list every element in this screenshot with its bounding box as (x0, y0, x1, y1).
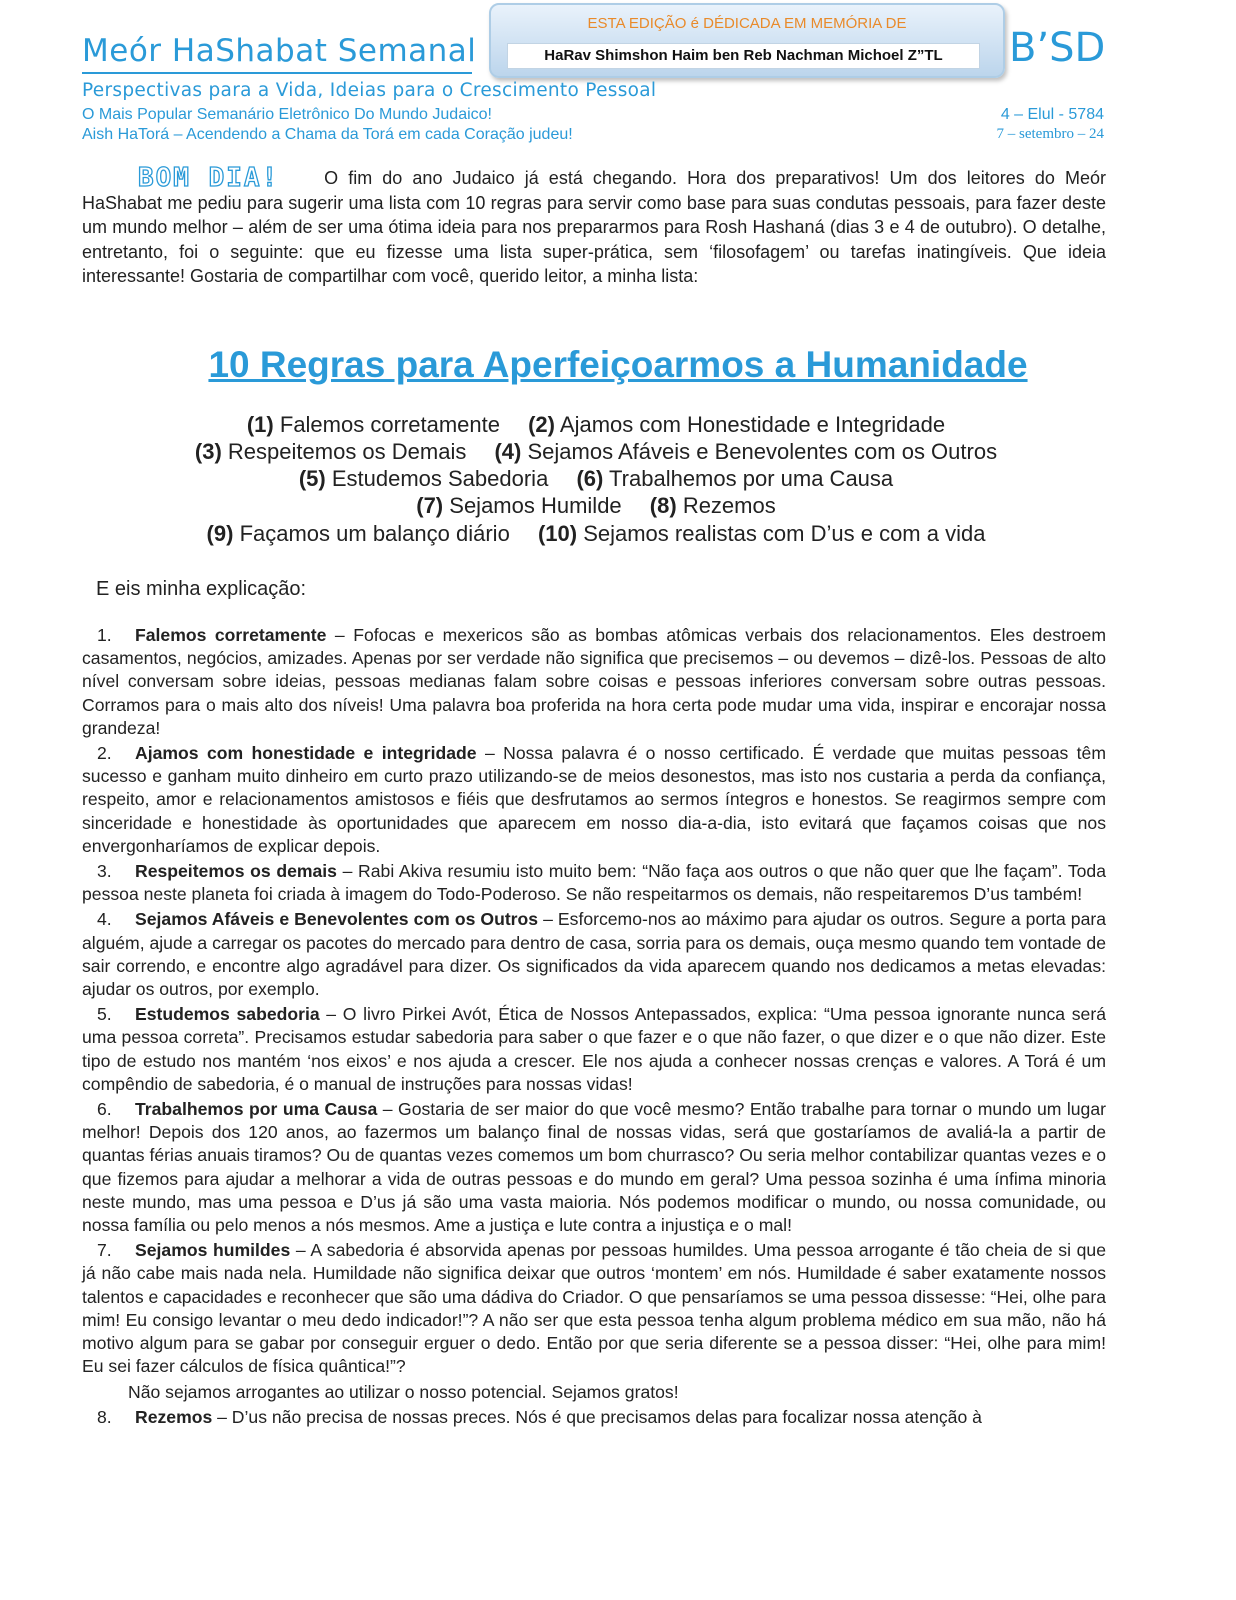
item-number: 7. (97, 1240, 112, 1261)
explanation-item (82, 1406, 1106, 1429)
item-term: Trabalhemos por uma Causa (135, 1099, 378, 1120)
rule-text: Sejamos Humilde (449, 493, 622, 518)
rule-number: (1) (246, 412, 274, 437)
rules-line-5 (0, 521, 1192, 547)
explanation-item (82, 624, 1106, 740)
explanation-item (82, 742, 1106, 858)
item-text: – D’us não precisa de nossas preces. Nós é que precisamos delas para focalizar nossa atenção à (212, 1406, 982, 1427)
rule-number: (8) (649, 493, 677, 518)
explanation-item (82, 908, 1106, 1001)
item-text: – Nossa palavra é o nosso certificado. É verdade que muitas pessoas têm sucesso e ganham muito dinheiro em curto prazo utilizando-se de meios desonestos, mas isto nos custaria a perda da confiança, respeito, amor e relacionamentos amistosos e fiéis que desfrutamos ao sermos íntegros e honestos. Se reagirmos sempre com sinceridade e honestidade às oportunidades que aparecem em nosso dia-a-dia, isto evitará que façamos coisas que nos envergonharíamos de explicar depois. (82, 743, 1106, 856)
item-number: 8. (97, 1406, 112, 1427)
explanation-intro: E eis minha explicação: (96, 578, 307, 600)
item-term: Ajamos com honestidade e integridade (135, 743, 477, 764)
intro-paragraph (82, 163, 1106, 289)
rules-title: 10 Regras para Aperfeiçoarmos a Humanidade (208, 344, 1028, 385)
item-number: 5. (97, 1004, 112, 1025)
item-number: 4. (97, 909, 112, 930)
tagline-2: Aish HaTorá – Acendendo a Chama da Torá em cada Coração judeu! (82, 126, 573, 143)
item-text: – O livro Pirkei Avót, Ética de Nossos Antepassados, explica: “Uma pessoa ignorante nunca será uma pessoa correta”. Precisamos estudar sabedoria para saber o que fazer e o que não fazer, o que dizer e o que não dizer. Este tipo de estudo nos mantém ‘nos eixos’ e nos ajuda a crescer. Ele nos ajuda a conhecer nossas crenças e valores. A Torá é um compêndio de sabedoria, é o manual de instruções para nossas vidas! (82, 1004, 1106, 1094)
item-term: Respeitemos os demais (135, 861, 337, 882)
item-number: 1. (97, 625, 112, 645)
item-number: 3. (97, 861, 112, 882)
rule-number: (6) (576, 466, 604, 491)
rule-text: Falemos corretamente (279, 412, 500, 437)
rule-text: Trabalhemos por uma Causa (609, 466, 894, 491)
item-term: Sejamos humildes (135, 1240, 291, 1261)
item-term: Estudemos sabedoria (135, 1004, 320, 1025)
rule-number: (4) (494, 439, 522, 464)
memorial-dedication-label: ESTA EDIÇÃO é DÉDICADA EM MEMÓRIA DE (587, 15, 907, 32)
item-term: Falemos corretamente (135, 625, 327, 645)
bsd-mark: B’SD (1009, 25, 1106, 71)
explanation-item (82, 1098, 1106, 1237)
rule-number: (10) (537, 521, 578, 546)
rule-text: Respeitemos os Demais (227, 439, 467, 464)
rule-text: Ajamos com Honestidade e Integridade (559, 412, 946, 437)
rules-line-4 (0, 493, 1192, 519)
explanation-note: Não sejamos arrogantes ao utilizar o nosso potencial. Sejamos gratos! (128, 1381, 679, 1402)
explanation-list (82, 624, 1106, 1431)
intro-text: O fim do ano Judaico já está chegando. Hora dos preparativos! Um dos leitores do Meór HaShabat me pediu para sugerir uma lista com 10 regras para servir como base para suas condutas pessoais, para fazer deste um mundo melhor – além de ser uma ótima ideia para nos prepararmos para Rosh Hashaná (dias 3 e 4 de outubro). O detalhe, entretanto, foi o seguinte: que eu fizesse uma lista super-prática, sem ‘filosofagem’ ou tarefas inatingíveis. Que ideia interessante! Gostaria de compartilhar com você, querido leitor, a minha lista: (82, 168, 1106, 286)
rule-text: Estudemos Sabedoria (331, 466, 549, 491)
newsletter-subtitle: Perspectivas para a Vida, Ideias para o Crescimento Pessoal (82, 80, 657, 101)
item-term: Rezemos (135, 1406, 213, 1427)
newsletter-title: Meór HaShabat Semanal (82, 33, 477, 69)
item-text: – Fofocas e mexericos são as bombas atômicas verbais dos relacionamentos. Eles destroem casamentos, negócios, amizades. Apenas por ser verdade não significa que precisemos – ou devemos – dizê-los. Pessoas de alto nível conversam sobre ideias, pessoas medianas falam sobre coisas e pessoas inferiores conversam sobre outras pessoas. Corramos para o mais alto dos níveis! Uma palavra boa proferida na hora certa pode mudar uma vida, inspirar e encorajar nossa grandeza! (82, 625, 1106, 738)
greeting: BOM DIA! (138, 163, 280, 193)
item-term: Sejamos Afáveis e Benevolentes com os Outros (135, 909, 539, 930)
memorial-name: HaRav Shimshon Haim ben Reb Nachman Michoel Z”TL (507, 43, 980, 69)
rule-number: (5) (298, 466, 326, 491)
item-text: – Gostaria de ser maior do que você mesmo? Então trabalhe para tornar o mundo um lugar melhor! Depois dos 120 anos, ao fazermos um balanço final de nossas vidas, será que gostaríamos de avaliá-la a partir de quantas férias anuais tiramos? Ou de quantas vezes comemos um bom churrasco? Ou seria melhor contabilizar quantas vezes e o que fizemos para ajudar a melhorar a vida de outras pessoas e do mundo em geral? Uma pessoa sozinha é uma ínfima minoria neste mundo, mas uma pessoa e D’us já são uma vasta maioria. Nós podemos modificar o mundo, ou nossa comunidade, ou nossa família ou pelo menos a nós mesmos. Ame a justiça e lute contra a injustiça e o mal! (82, 1099, 1106, 1236)
explanation-item (82, 1239, 1106, 1378)
rule-number: (9) (206, 521, 234, 546)
civil-date: 7 – setembro – 24 (996, 126, 1104, 142)
rule-text: Sejamos Afáveis e Benevolentes com os Outros (527, 439, 998, 464)
rule-number: (2) (528, 412, 555, 437)
title-underline (82, 72, 472, 74)
rule-text: Rezemos (682, 493, 776, 518)
item-text: – A sabedoria é absorvida apenas por pessoas humildes. Uma pessoa arrogante é tão cheia de si que já não cabe mais nada nela. Humildade não significa deixar que outros ‘montem’ em nós. Humildade é saber exatamente nossos talentos e capacidades e reconhecer que são uma dádiva do Criador. O que pensaríamos se uma pessoa dissesse: “Hei, olhe para mim! Eu consigo levantar o meu dedo indicador!”? A não ser que esta pessoa tenha algum problema médico em sua mão, não há motivo algum para se gabar por conseguir erguer o dedo. Então por que seria diferente se a pessoa disser: “Hei, olhe para mim! Eu sei fazer cálculos de física quântica!”? (82, 1240, 1106, 1377)
rule-text: Façamos um balanço diário (239, 521, 510, 546)
memorial-dedication-box (489, 3, 1005, 78)
rules-line-2 (0, 439, 1192, 465)
explanation-item (82, 1003, 1106, 1096)
rules-line-3 (0, 466, 1192, 492)
item-number: 2. (97, 743, 112, 764)
rules-line-1 (0, 412, 1192, 438)
rule-number: (7) (416, 493, 444, 518)
rule-number: (3) (194, 439, 222, 464)
rule-text: Sejamos realistas com D’us e com a vida (583, 521, 986, 546)
item-number: 6. (97, 1099, 112, 1120)
hebrew-date: 4 – Elul - 5784 (1000, 106, 1104, 123)
item-text: – Rabi Akiva resumiu isto muito bem: “Não faça aos outros o que não quer que lhe façam”. Toda pessoa neste planeta foi criada à imagem do Todo-Poderoso. Se não respeitarmos os demais, não respeitaremos D’us também! (82, 861, 1106, 905)
tagline-1: O Mais Popular Semanário Eletrônico Do Mundo Judaico! (82, 106, 492, 123)
explanation-item (82, 860, 1106, 906)
item-text: – Esforcemo-nos ao máximo para ajudar os outros. Segure a porta para alguém, ajude a carregar os pacotes do mercado para dentro de casa, sorria para os demais, ouça mesmo quando tem vontade de sair correndo, e encontre algo agradável para dizer. Os significados da vida aparecem quando nos dedicamos a metas elevadas: ajudar os outros, por exemplo. (82, 909, 1107, 1000)
